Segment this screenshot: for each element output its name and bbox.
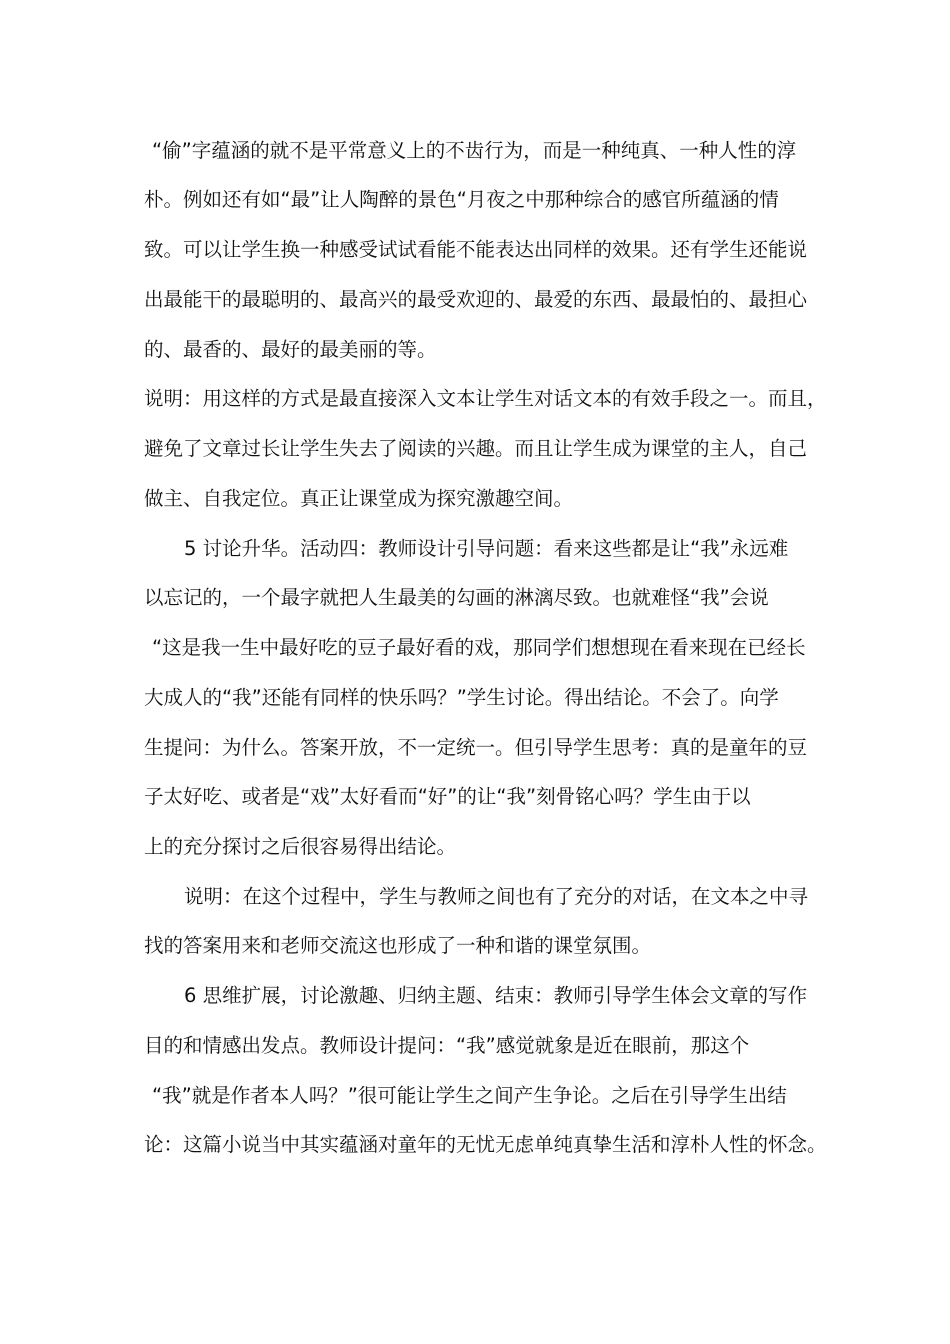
text-line: 出最能干的最聪明的、最高兴的最受欢迎的、最爱的东西、最最怕的、最担心 [144,288,808,311]
text-line: 大成人的“我”还能有同样的快乐吗？”学生讨论。得出结论。不会了。向学 [144,686,779,709]
text-line: 上的充分探讨之后很容易得出结论。 [144,835,457,858]
text-line: 子太好吃、或者是“戏”太好看而“好”的让“我”刻骨铭心吗？学生由于以 [144,785,751,808]
paragraph-start-line: 6 思维扩展，讨论激趣、归纳主题、结束：教师引导学生体会文章的写作 [184,984,808,1007]
text-line: 以忘记的，一个最字就把人生最美的勾画的淋漓尽致。也就难怪“我”会说 [144,586,769,609]
text-line: 做主、自我定位。真正让课堂成为探究激趣空间。 [144,487,574,510]
text-line: 生提问：为什么。答案开放，不一定统一。但引导学生思考：真的是童年的豆 [144,736,808,759]
text-line: “我”就是作者本人吗？”很可能让学生之间产生争论。之后在引导学生出结 [152,1084,787,1107]
text-line: 说明：用这样的方式是最直接深入文本让学生对话文本的有效手段之一。而且， [144,387,827,410]
text-line: 朴。例如还有如“最”让人陶醉的景色“月夜之中那种综合的感官所蕴涵的情 [144,188,779,211]
text-line: 的、最香的、最好的最美丽的等。 [144,338,437,361]
text-line: “偷”字蕴涵的就不是平常意义上的不齿行为，而是一种纯真、一种人性的淳 [152,139,797,162]
paragraph-start-line: 5 讨论升华。活动四：教师设计引导问题：看来这些都是让“我”永远难 [184,537,789,560]
paragraph-start-line: 说明：在这个过程中，学生与教师之间也有了充分的对话，在文本之中寻 [184,885,809,908]
text-line: 找的答案用来和老师交流这也形成了一种和谐的课堂氛围。 [144,934,652,957]
text-line: 避免了文章过长让学生失去了阅读的兴趣。而且让学生成为课堂的主人，自己 [144,437,808,460]
text-line: “这是我一生中最好吃的豆子最好看的戏，那同学们想想现在看来现在已经长 [152,636,806,659]
text-line: 目的和情感出发点。教师设计提问：“我”感觉就象是近在眼前，那这个 [144,1034,750,1057]
text-line: 论：这篇小说当中其实蕴涵对童年的无忧无虑单纯真挚生活和淳朴人性的怀念。 [144,1133,827,1156]
text-line: 致。可以让学生换一种感受试试看能不能表达出同样的效果。还有学生还能说 [144,238,808,261]
